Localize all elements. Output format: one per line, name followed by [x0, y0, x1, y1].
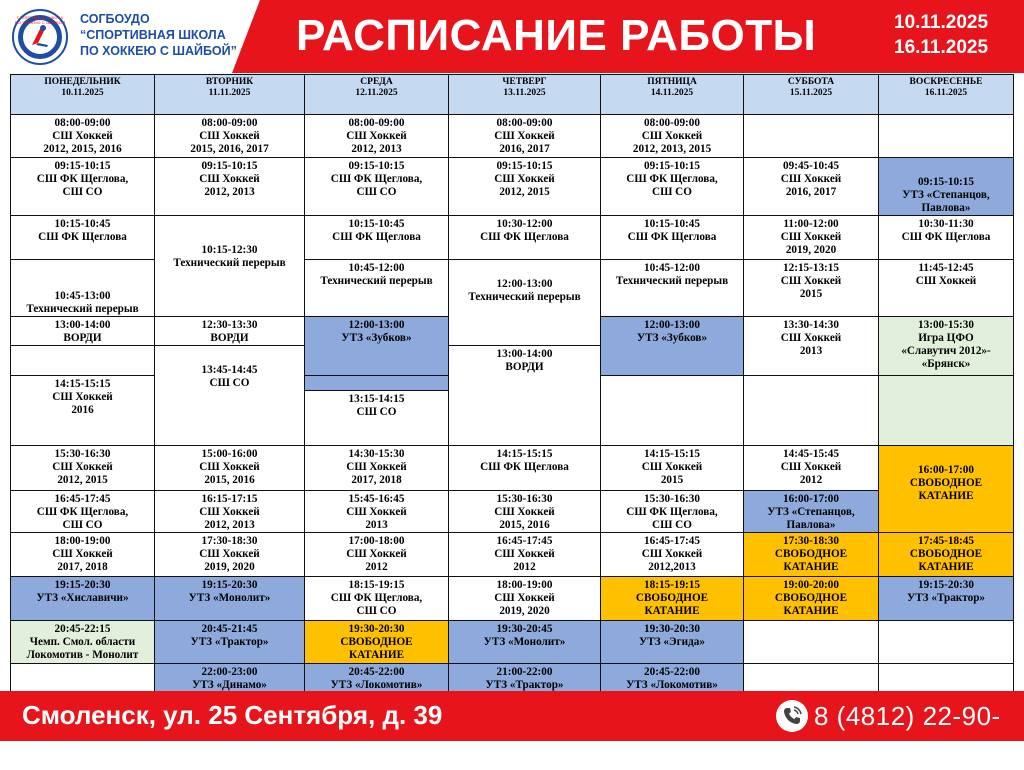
schedule-cell: 17:30-18:30 СШ Хоккей 2019, 2020 — [155, 533, 305, 577]
empty-cell — [11, 346, 155, 376]
empty-cell — [601, 376, 744, 446]
org-line-1: СОГБОУДО — [80, 12, 150, 26]
schedule-cell: 09:45-10:45 СШ Хоккей 2016, 2017 — [744, 158, 879, 216]
school-logo — [12, 9, 68, 65]
schedule-cell-utz: 12:00-13:00 УТЗ «Зубков» — [601, 317, 744, 376]
table-header-row — [11, 75, 1014, 115]
schedule-cell: 10:30-12:00 СШ ФК Щеглова — [449, 216, 601, 260]
page-header — [0, 0, 1024, 73]
date-range — [894, 10, 988, 60]
schedule-cell: 14:15-15:15 СШ Хоккей 2015 — [601, 446, 744, 491]
schedule-cell-utz: 19:30-20:45 УТЗ «Монолит» — [449, 621, 601, 664]
schedule-cell-free-skating: 19:00-20:00 СВОБОДНОЕ КАТАНИЕ — [744, 577, 879, 621]
day-header: ВТОРНИК 11.11.2025 — [155, 75, 305, 115]
day-header: ПЯТНИЦА 14.11.2025 — [601, 75, 744, 115]
empty-cell — [305, 376, 449, 391]
day-header: ЧЕТВЕРГ 13.11.2025 — [449, 75, 601, 115]
page-footer — [0, 691, 1024, 767]
schedule-cell-free-skating: 17:45-18:45 СВОБОДНОЕ КАТАНИЕ — [879, 533, 1014, 577]
hockey-player-icon — [28, 23, 52, 51]
org-line-2: “СПОРТИВНАЯ ШКОЛА — [80, 28, 226, 42]
schedule-cell: 13:45-14:45 СШ СО — [155, 346, 305, 446]
organization-name — [80, 11, 237, 59]
schedule-cell: 11:00-12:00 СШ Хоккей 2019, 2020 — [744, 216, 879, 260]
schedule-cell-utz: 21:00-22:00 УТЗ «Трактор» — [449, 664, 601, 697]
schedule-cell: 13:15-14:15 СШ СО — [305, 391, 449, 446]
schedule-cell-utz: 22:00-23:00 УТЗ «Динамо» — [155, 664, 305, 697]
schedule-cell: 16:15-17:15 СШ Хоккей 2012, 2013 — [155, 491, 305, 533]
schedule-cell: 13:30-14:30 СШ Хоккей 2013 — [744, 317, 879, 376]
table-row — [11, 216, 1014, 260]
schedule-cell: 15:30-16:30 СШ ФК Щеглова, СШ СО — [601, 491, 744, 533]
schedule-cell: 15:00-16:00 СШ Хоккей 2015, 2016 — [155, 446, 305, 491]
table-row — [11, 491, 1014, 533]
schedule-cell: 09:15-10:15 СШ Хоккей 2012, 2013 — [155, 158, 305, 216]
table-row — [11, 577, 1014, 621]
table-row — [11, 621, 1014, 664]
schedule-cell: 14:30-15:30 СШ Хоккей 2017, 2018 — [305, 446, 449, 491]
schedule-cell-free-skating: 17:30-18:30 СВОБОДНОЕ КАТАНИЕ — [744, 533, 879, 577]
schedule-cell-utz: 09:15-10:15 УТЗ «Степанцов, Павлова» — [879, 158, 1014, 216]
empty-cell — [879, 376, 1014, 446]
schedule-cell-utz: 19:15-20:30 УТЗ «Монолит» — [155, 577, 305, 621]
schedule-cell: 08:00-09:00 СШ Хоккей 2012, 2013, 2015 — [601, 115, 744, 158]
schedule-cell: 18:00-19:00 СШ Хоккей 2017, 2018 — [11, 533, 155, 577]
schedule-table — [10, 74, 1014, 697]
schedule-cell: 16:45-17:45 СШ Хоккей 2012 — [449, 533, 601, 577]
schedule-cell: 08:00-09:00 СШ Хоккей 2012, 2013 — [305, 115, 449, 158]
schedule-cell: 09:15-10:15 СШ ФК Щеглова, СШ СО — [601, 158, 744, 216]
schedule-cell: 12:30-13:30 ВОРДИ — [155, 317, 305, 346]
schedule-cell: 16:45-17:45 СШ Хоккей 2012,2013 — [601, 533, 744, 577]
schedule-cell: 08:00-09:00 СШ Хоккей 2012, 2015, 2016 — [11, 115, 155, 158]
schedule-cell-free-skating: 18:15-19:15 СВОБОДНОЕ КАТАНИЕ — [601, 577, 744, 621]
schedule-cell: 13:00-14:00 ВОРДИ — [11, 317, 155, 346]
schedule-cell: 15:45-16:45 СШ Хоккей 2013 — [305, 491, 449, 533]
date-from: 10.11.2025 — [894, 12, 989, 33]
table-row — [11, 533, 1014, 577]
schedule-cell: 09:15-10:15 СШ Хоккей 2012, 2015 — [449, 158, 601, 216]
schedule-cell: 15:30-16:30 СШ Хоккей 2015, 2016 — [449, 491, 601, 533]
day-header: СРЕДА 12.11.2025 — [305, 75, 449, 115]
empty-cell — [879, 621, 1014, 664]
schedule-cell: 12:15-13:15 СШ Хоккей 2015 — [744, 260, 879, 317]
address-text: Смоленск, ул. 25 Сентября, д. 39 — [22, 700, 443, 730]
schedule-cell: 10:15-12:30 Технический перерыв — [155, 216, 305, 317]
day-header: СУББОТА 15.11.2025 — [744, 75, 879, 115]
schedule-cell: 18:15-19:15 СШ ФК Щеглова, СШ СО — [305, 577, 449, 621]
schedule-cell: 10:45-12:00 Технический перерыв — [601, 260, 744, 317]
page-title: РАСПИСАНИЕ РАБОТЫ — [296, 11, 817, 60]
table-row — [11, 446, 1014, 491]
schedule-cell: 18:00-19:00 СШ Хоккей 2019, 2020 — [449, 577, 601, 621]
table-row — [11, 158, 1014, 216]
schedule-cell: 12:00-13:00 Технический перерыв — [449, 260, 601, 346]
schedule-cell: 10:30-11:30 СШ ФК Щеглова — [879, 216, 1014, 260]
schedule-cell-utz: 19:15-20:30 УТЗ «Хиславичи» — [11, 577, 155, 621]
phone-icon — [776, 700, 808, 732]
schedule-cell-free-skating: 19:30-20:30 СВОБОДНОЕ КАТАНИЕ — [305, 621, 449, 664]
schedule-cell: 10:15-10:45 СШ ФК Щеглова — [601, 216, 744, 260]
empty-cell — [744, 115, 879, 158]
schedule-cell-game: 13:00-15:30 Игра ЦФО «Славутич 2012»- «Брянск» — [879, 317, 1014, 376]
schedule-cell: 10:45-13:00 Технический перерыв — [11, 260, 155, 317]
schedule-cell-utz: 19:15-20:30 УТЗ «Трактор» — [879, 577, 1014, 621]
schedule-cell: 10:15-10:45 СШ ФК Щеглова — [11, 216, 155, 260]
schedule-cell-utz: 20:45-22:00 УТЗ «Локомотив» — [305, 664, 449, 697]
schedule-cell-utz: 12:00-13:00 УТЗ «Зубков» — [305, 317, 449, 376]
schedule-cell: 15:30-16:30 СШ Хоккей 2012, 2015 — [11, 446, 155, 491]
schedule-cell: 13:00-14:00 ВОРДИ — [449, 346, 601, 446]
schedule-cell: 09:15-10:15 СШ ФК Щеглова, СШ СО — [11, 158, 155, 216]
empty-cell — [744, 376, 879, 446]
logo-text: СПОРТИВНАЯ ШКОЛА ПО ХОККЕЮ С ШАЙБОЙ — [14, 15, 66, 25]
schedule-cell: 10:45-12:00 Технический перерыв — [305, 260, 449, 317]
empty-cell — [879, 115, 1014, 158]
schedule-cell: 08:00-09:00 СШ Хоккей 2016, 2017 — [449, 115, 601, 158]
schedule-cell: 16:45-17:45 СШ ФК Щеглова, СШ СО — [11, 491, 155, 533]
schedule-cell: 08:00-09:00 СШ Хоккей 2015, 2016, 2017 — [155, 115, 305, 158]
schedule-cell-free-skating: 16:00-17:00 СВОБОДНОЕ КАТАНИЕ — [879, 446, 1014, 533]
schedule-cell: 17:00-18:00 СШ Хоккей 2012 — [305, 533, 449, 577]
org-line-3: ПО ХОККЕЮ С ШАЙБОЙ” — [80, 44, 237, 58]
schedule-cell: 10:15-10:45 СШ ФК Щеглова — [305, 216, 449, 260]
table-row — [11, 115, 1014, 158]
schedule-cell: 09:15-10:15 СШ ФК Щеглова, СШ СО — [305, 158, 449, 216]
schedule-cell: 14:45-15:45 СШ Хоккей 2012 — [744, 446, 879, 491]
empty-cell — [744, 621, 879, 664]
schedule-cell-game: 20:45-22:15 Чемп. Смол. области Локомотив - Монолит — [11, 621, 155, 664]
day-header: ВОСКРЕСЕНЬЕ 16.11.2025 — [879, 75, 1014, 115]
day-header: ПОНЕДЕЛЬНИК 10.11.2025 — [11, 75, 155, 115]
schedule-cell: 14:15-15:15 СШ Хоккей 2016 — [11, 376, 155, 446]
phone-number[interactable]: 8 (4812) 22-90-83 — [814, 701, 1001, 767]
schedule-cell-utz: 20:45-22:00 УТЗ «Локомотив» — [601, 664, 744, 697]
schedule-cell: 14:15-15:15 СШ ФК Щеглова — [449, 446, 601, 491]
schedule-table-wrap — [10, 74, 1013, 690]
schedule-cell-utz: 19:30-20:30 УТЗ «Эгида» — [601, 621, 744, 664]
schedule-cell-utz: 20:45-21:45 УТЗ «Трактор» — [155, 621, 305, 664]
date-to: 16.11.2025 — [894, 37, 989, 58]
schedule-cell-utz: 16:00-17:00 УТЗ «Степанцов, Павлова» — [744, 491, 879, 533]
schedule-cell: 11:45-12:45 СШ Хоккей — [879, 260, 1014, 317]
